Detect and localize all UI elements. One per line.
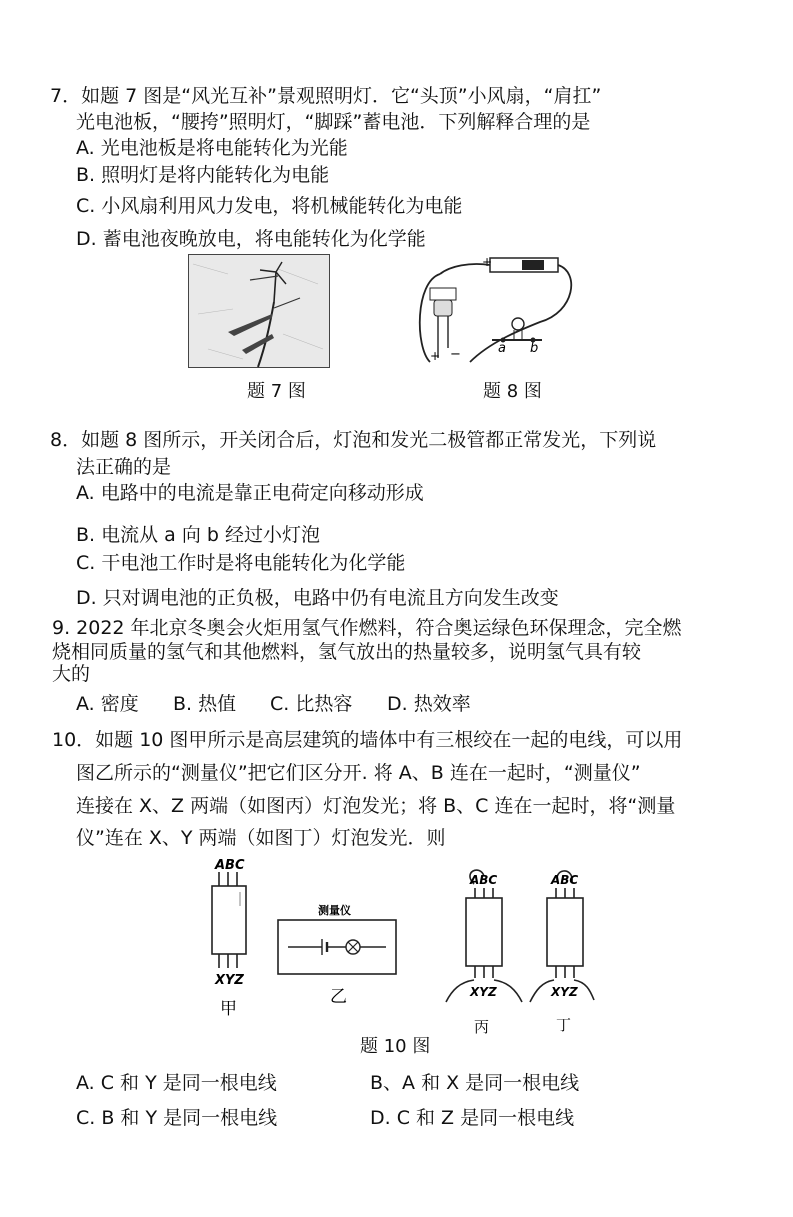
q10-option-a: A. C 和 Y 是同一根电线 <box>76 1072 277 1094</box>
q8-option-d: D. 只对调电池的正负极，电路中仍有电流且方向发生改变 <box>76 587 559 609</box>
q10-stem-line3: 连接在 X、Z 两端（如图丙）灯泡发光；将 B、C 连在一起时，将“测量 <box>76 795 676 817</box>
terminal-b-label: b <box>530 341 539 356</box>
q10-stem-line1: 10．如题 10 图甲所示是高层建筑的墙体中有三根绞在一起的电线，可以用 <box>52 729 683 751</box>
jia-bottom-labels: XYZ <box>215 973 244 988</box>
fig10-ding <box>530 871 594 1034</box>
meter-title: 测量仪 <box>318 904 351 917</box>
led-plus-label: + <box>430 349 441 363</box>
q9-option-b: B. 热值 <box>173 693 237 715</box>
small-bulb <box>492 318 542 343</box>
q8-stem-line2: 法正确的是 <box>76 456 172 478</box>
q9-stem-line3: 大的 <box>52 663 91 685</box>
label-jia: 甲 <box>220 999 237 1019</box>
q10-option-c: C. B 和 Y 是同一根电线 <box>76 1107 278 1129</box>
q9-option-c: C. 比热容 <box>270 693 353 715</box>
jia-top-labels: ABC <box>215 858 245 873</box>
label-ding: 丁 <box>556 1016 572 1034</box>
q8-option-a: A. 电路中的电流是靠正电荷定向移动形成 <box>76 482 424 504</box>
q9-option-a: A. 密度 <box>76 693 139 715</box>
fig10-yi <box>278 903 396 1007</box>
bing-bottom-labels: XYZ <box>470 985 497 999</box>
q9-stem-line2: 烧相同质量的氢气和其他燃料，氢气放出的热量较多，说明氢气具有较 <box>52 641 642 663</box>
terminal-a-label: a <box>498 341 506 356</box>
q8-option-b: B. 电流从 a 向 b 经过小灯泡 <box>76 524 320 546</box>
ding-bottom-labels: XYZ <box>551 985 578 999</box>
q9-stem-line1: 9. 2022 年北京冬奥会火炬用氢气作燃料，符合奥运绿色环保理念，完全燃 <box>52 617 682 639</box>
fig10-bing <box>446 870 522 1036</box>
q7-stem-line2: 光电池板，“腰挎”照明灯，“脚踩”蓄电池．下列解释合理的是 <box>76 111 591 133</box>
q8-stem-line1: 8．如题 8 图所示，开关闭合后，灯泡和发光二极管都正常发光，下列说 <box>50 429 657 451</box>
q10-stem-line4: 仪”连在 X、Y 两端（如图丁）灯泡发光．则 <box>76 827 446 849</box>
battery-plus-label: + <box>482 255 493 269</box>
q7-stem-line1: 7．如题 7 图是“风光互补”景观照明灯．它“头顶”小风扇，“肩扛” <box>50 85 602 107</box>
q10-option-d: D. C 和 Z 是同一根电线 <box>370 1107 575 1129</box>
fig7-photo <box>188 254 330 368</box>
ding-top-labels: ABC <box>551 873 579 887</box>
q10-option-b: B、A 和 X 是同一根电线 <box>370 1072 580 1094</box>
fig8-caption: 题 8 图 <box>483 381 542 402</box>
q9-option-d: D. 热效率 <box>387 693 471 715</box>
fig8-circuit <box>410 252 578 374</box>
q7-option-c: C. 小风扇利用风力发电，将机械能转化为电能 <box>76 195 463 217</box>
q7-option-a: A. 光电池板是将电能转化为光能 <box>76 137 348 159</box>
label-yi: 乙 <box>330 987 347 1007</box>
label-bing: 丙 <box>474 1018 490 1036</box>
q7-option-b: B. 照明灯是将内能转化为电能 <box>76 164 330 186</box>
q8-option-c: C. 干电池工作时是将电能转化为化学能 <box>76 552 406 574</box>
fig10-caption: 题 10 图 <box>360 1036 431 1057</box>
led-minus-label: − <box>450 347 461 362</box>
q10-stem-line2: 图乙所示的“测量仪”把它们区分开. 将 A、B 连在一起时，“测量仪” <box>76 762 641 784</box>
fig10-jia <box>212 858 246 1019</box>
q7-option-d: D. 蓄电池夜晚放电，将电能转化为化学能 <box>76 228 426 250</box>
fig7-caption: 题 7 图 <box>247 381 306 402</box>
fig10-figure <box>190 854 600 1038</box>
bing-top-labels: ABC <box>470 873 498 887</box>
